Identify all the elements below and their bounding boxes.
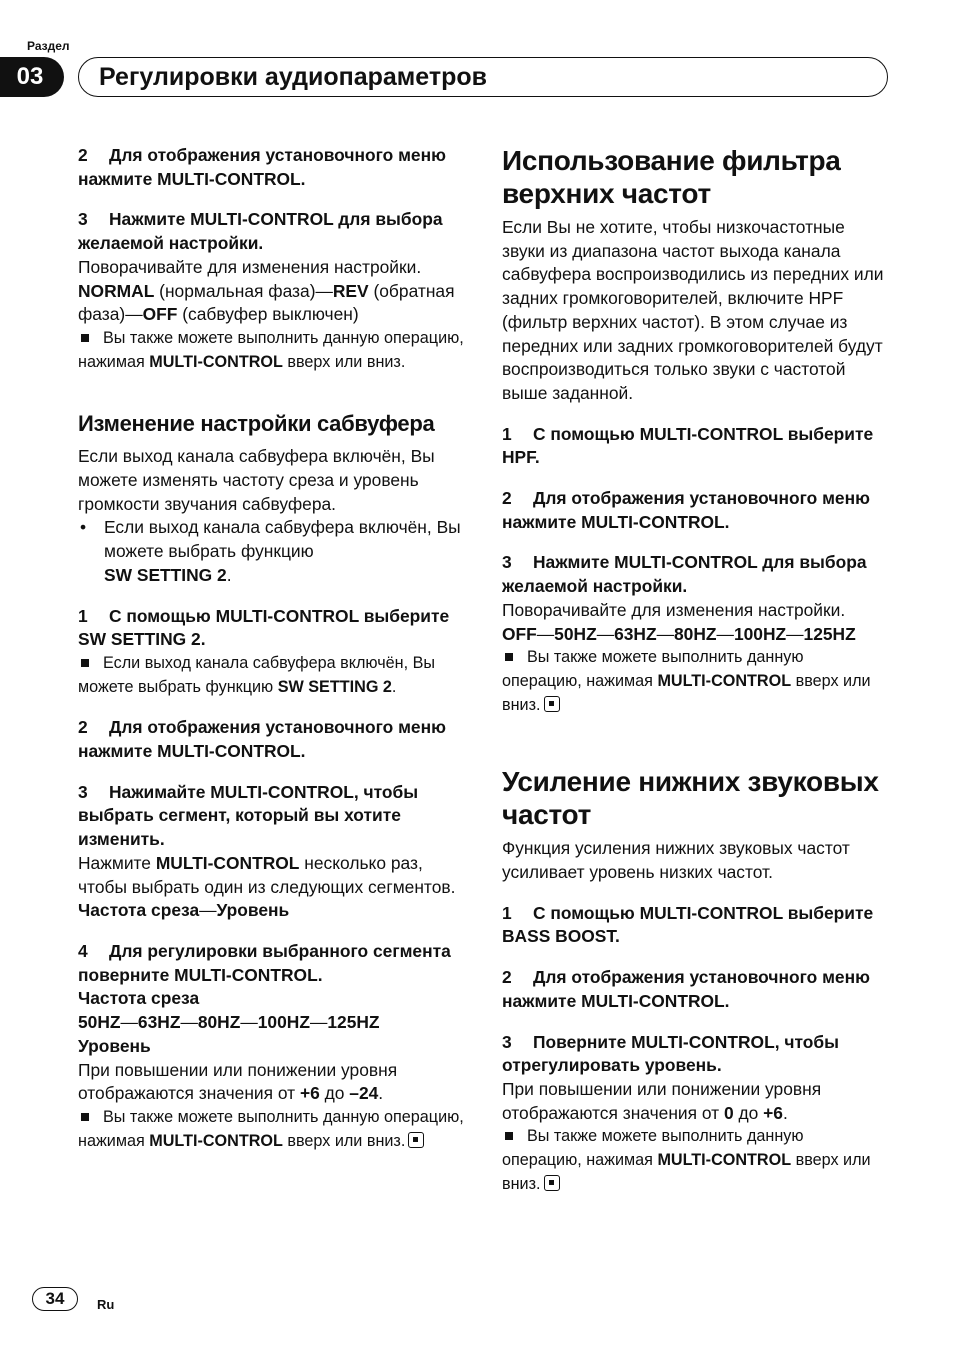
chapter-title-bar	[78, 57, 888, 97]
step-3-phase-body: Поворачивайте для изменения настройки.	[78, 256, 422, 277]
bass-step-1: 1 С помощью MULTI-CONTROL выберите BASS BOOST.	[502, 902, 874, 947]
value-separator: —	[786, 623, 804, 644]
hpf-step-1: 1 С помощью MULTI-CONTROL выберите HPF.	[502, 423, 874, 468]
bass-intro: Функция усиления нижних звуковых частот усиливает уровень низких частот.	[502, 838, 850, 883]
hpf-intro: Если Вы не хотите, чтобы низкочастотные звуки из диапазона частот выхода канала сабвуфера воспроизводились из передних или задних громкоговорителей, включите HPF (фильтр верхних частот). В этом случае из передних или задних громкоговорителей будут воспроизводиться только звуки с частотой выше заданной.	[502, 217, 884, 403]
value-separator: —	[240, 1012, 258, 1033]
value-separator: —	[656, 623, 675, 644]
hpf-step-3: 3 Нажмите MULTI-CONTROL для выбора желаемой настройки.	[502, 552, 867, 597]
step-3-phase: 3 Нажмите MULTI-CONTROL для выбора желаемой настройки.	[78, 209, 443, 254]
value-option: 125HZ	[327, 1012, 380, 1033]
bass-boost-heading: Усиление нижних звуковых частот	[502, 766, 879, 831]
value-separator: —	[596, 623, 615, 644]
hpf-step-2: 2 Для отображения установочного меню нажмите MULTI-CONTROL.	[502, 488, 870, 532]
right-column	[502, 144, 887, 1197]
value-separator: —	[536, 623, 555, 644]
note-square-icon	[505, 653, 513, 661]
subwoofer-bullet: • Если выход канала сабвуфера включён, Вы можете выбрать функцию SW SETTING 2.	[78, 516, 468, 587]
sw-step-4-freq-values	[78, 1011, 468, 1035]
step-3-phase-values: NORMAL (нормальная фаза)—REV (обратная фаза)—OFF (сабвуфер выключен)	[78, 280, 455, 325]
bass-step-2: 2 Для отображения установочного меню нажмите MULTI-CONTROL.	[502, 967, 870, 1011]
bass-step-3-note: Вы также можете выполнить данную операцию, нажимая MULTI-CONTROL вверх или вниз.	[502, 1127, 871, 1193]
sw-step-3-segments: Частота среза—Уровень	[78, 900, 290, 921]
section-number-badge: 03	[0, 57, 64, 97]
subwoofer-intro: Если выход канала сабвуфера включён, Вы можете изменять частоту среза и уровень громкости звучания сабвуфера.	[78, 446, 435, 514]
end-of-section-icon	[544, 696, 560, 712]
value-separator: —	[180, 1012, 198, 1033]
hpf-heading: Использование фильтра верхних частот	[502, 145, 841, 209]
value-option: 63HZ	[614, 623, 657, 644]
sw-step-1-note: Если выход канала сабвуфера включён, Вы можете выбрать функцию SW SETTING 2.	[78, 653, 436, 696]
left-column	[78, 144, 468, 1153]
hpf-step-3-body: Поворачивайте для изменения настройки.	[502, 599, 846, 620]
subwoofer-setting-heading: Изменение настройки сабвуфера	[78, 411, 435, 437]
value-option: 100HZ	[733, 623, 787, 644]
sw-step-2: 2 Для отображения установочного меню нажмите MULTI-CONTROL.	[78, 717, 446, 762]
bass-step-3-body: При повышении или понижении уровня отображаются значения от 0 до +6.	[502, 1078, 822, 1123]
note-square-icon	[505, 1132, 513, 1140]
note-square-icon	[81, 659, 89, 667]
hpf-step-3-values	[502, 623, 887, 647]
value-option: 50HZ	[554, 623, 597, 644]
value-option: 125HZ	[803, 623, 856, 644]
sw-step-4-note: Вы также можете выполнить данную операцию, нажимая MULTI-CONTROL вверх или вниз.	[78, 1107, 464, 1150]
value-option: OFF	[502, 623, 537, 644]
end-of-section-icon	[544, 1175, 560, 1191]
step-3-phase-note: Вы также можете выполнить данную операцию, нажимая MULTI-CONTROL вверх или вниз.	[78, 328, 464, 371]
language-code: Ru	[97, 1297, 115, 1312]
sw-step-4-freq-label: Частота среза	[78, 988, 200, 1009]
chapter-title: Регулировки аудиопараметров	[99, 62, 488, 91]
value-option: 63HZ	[137, 1012, 181, 1033]
end-of-section-icon	[408, 1132, 424, 1148]
sw-step-3: 3 Нажимайте MULTI-CONTROL, чтобы выбрать сегмент, который вы хотите изменить.	[78, 781, 419, 850]
value-option: 80HZ	[197, 1012, 241, 1033]
note-square-icon	[81, 1113, 89, 1121]
hpf-step-3-note: Вы также можете выполнить данную операцию, нажимая MULTI-CONTROL вверх или вниз.	[502, 648, 871, 714]
sw-step-4-body: При повышении или понижении уровня отображаются значения от +6 до –24.	[78, 1059, 398, 1104]
value-option: 50HZ	[78, 1012, 121, 1033]
value-separator: —	[716, 623, 734, 644]
value-option: 100HZ	[257, 1012, 310, 1033]
sw-step-1: 1 С помощью MULTI-CONTROL выберите SW SETTING 2.	[78, 605, 450, 650]
value-option: 80HZ	[674, 623, 717, 644]
sw-step-4-level-label: Уровень	[78, 1035, 151, 1056]
sw-step-4: 4 Для регулировки выбранного сегмента поверните MULTI-CONTROL.	[78, 940, 451, 985]
bass-step-3: 3 Поверните MULTI-CONTROL, чтобы отрегулировать уровень.	[502, 1031, 839, 1076]
note-square-icon	[81, 334, 89, 342]
step-2-phase: 2 Для отображения установочного меню нажмите MULTI-CONTROL.	[78, 145, 446, 189]
sw-step-3-body: Нажмите MULTI-CONTROL несколько раз, чтобы выбрать один из следующих сегментов.	[78, 852, 456, 897]
value-separator: —	[309, 1012, 328, 1033]
value-separator: —	[120, 1012, 138, 1033]
page-number: 34	[32, 1287, 78, 1311]
section-label: Раздел	[27, 39, 70, 53]
